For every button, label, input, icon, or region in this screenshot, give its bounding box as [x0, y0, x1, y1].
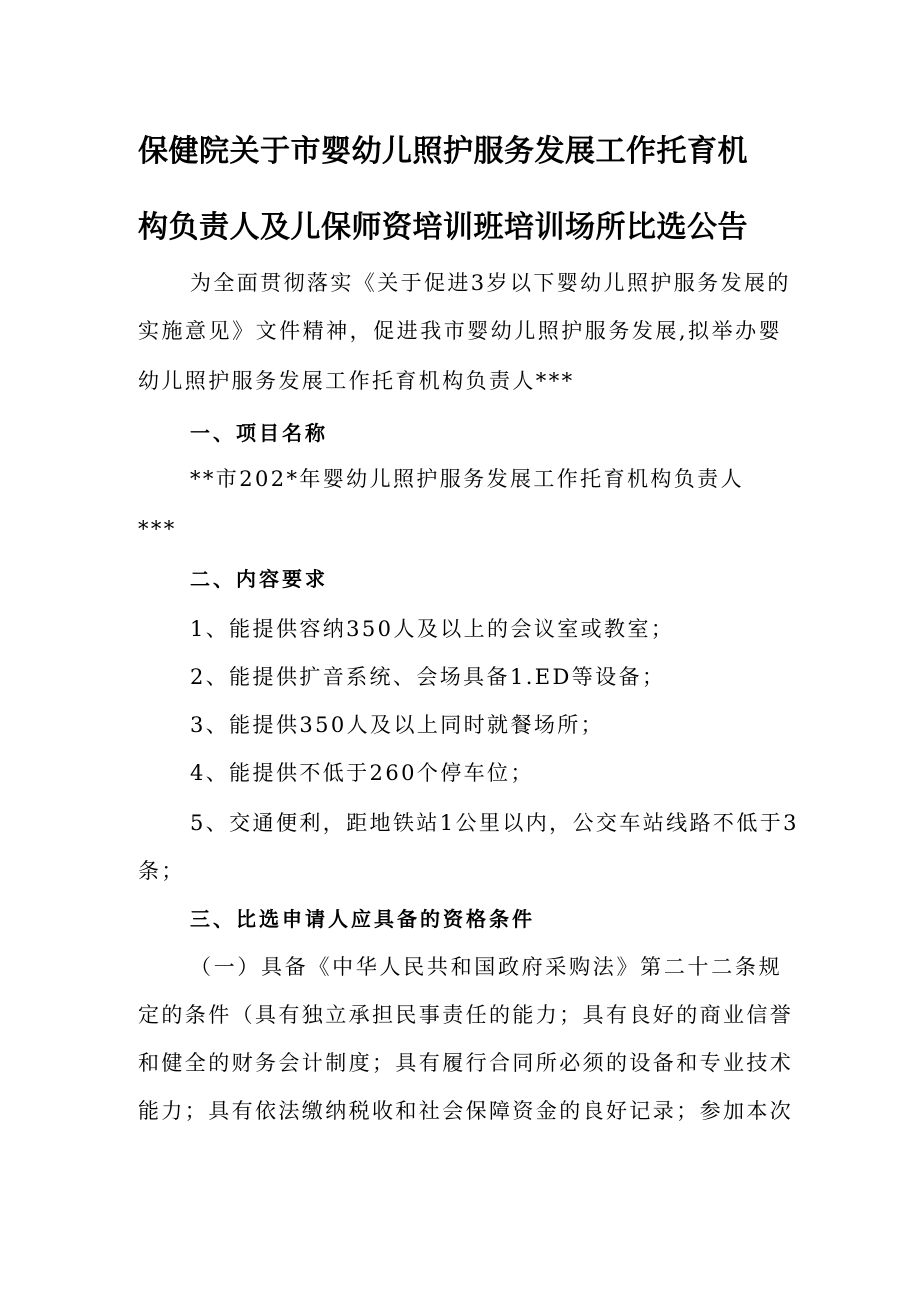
requirement-item-1: 1、能提供容纳350人及以上的会议室或教室； [190, 617, 675, 641]
requirement-item-5-line-1: 5、交通便利，距地铁站1公里以内，公交车站线路不低于3 [190, 811, 799, 835]
section-heading-requirements: 二、内容要求 [190, 567, 328, 591]
intro-line-3: 幼儿照护服务发展工作托育机构负责人*** [138, 369, 575, 393]
requirement-item-4: 4、能提供不低于260个停车位； [190, 761, 534, 785]
qualification-para-line-4: 能力；具有依法缴纳税收和社会保障资金的良好记录；参加本次 [138, 1099, 794, 1123]
requirement-item-3: 3、能提供350人及以上同时就餐场所； [190, 713, 605, 737]
qualification-para-line-3: 和健全的财务会计制度；具有履行合同所必须的设备和专业技术 [138, 1051, 794, 1075]
section-heading-qualifications: 三、比选申请人应具备的资格条件 [190, 907, 535, 931]
project-name-line-2: *** [138, 517, 177, 541]
intro-line-2: 实施意见》文件精神，促进我市婴幼儿照护服务发展,拟举办婴 [138, 319, 782, 343]
section-heading-project-name: 一、项目名称 [190, 421, 328, 445]
project-name-line-1: **市202*年婴幼儿照护服务发展工作托育机构负责人 [190, 467, 744, 491]
requirement-item-5-line-2: 条； [138, 859, 185, 883]
document-title-line-1: 保健院关于市婴幼儿照护服务发展工作托育机 [138, 134, 748, 169]
requirement-item-2: 2、能提供扩音系统、会场具备1.ED等设备； [190, 665, 666, 689]
qualification-para-line-1: （一）具备《中华人民共和国政府采购法》第二十二条规 [190, 955, 782, 979]
document-title-line-2: 构负责人及儿保师资培训班培训场所比选公告 [138, 210, 748, 245]
qualification-para-line-2: 定的条件（具有独立承担民事责任的能力；具有良好的商业信誉 [138, 1003, 794, 1027]
intro-line-1: 为全面贯彻落实《关于促进3岁以下婴幼儿照护服务发展的 [190, 271, 791, 295]
